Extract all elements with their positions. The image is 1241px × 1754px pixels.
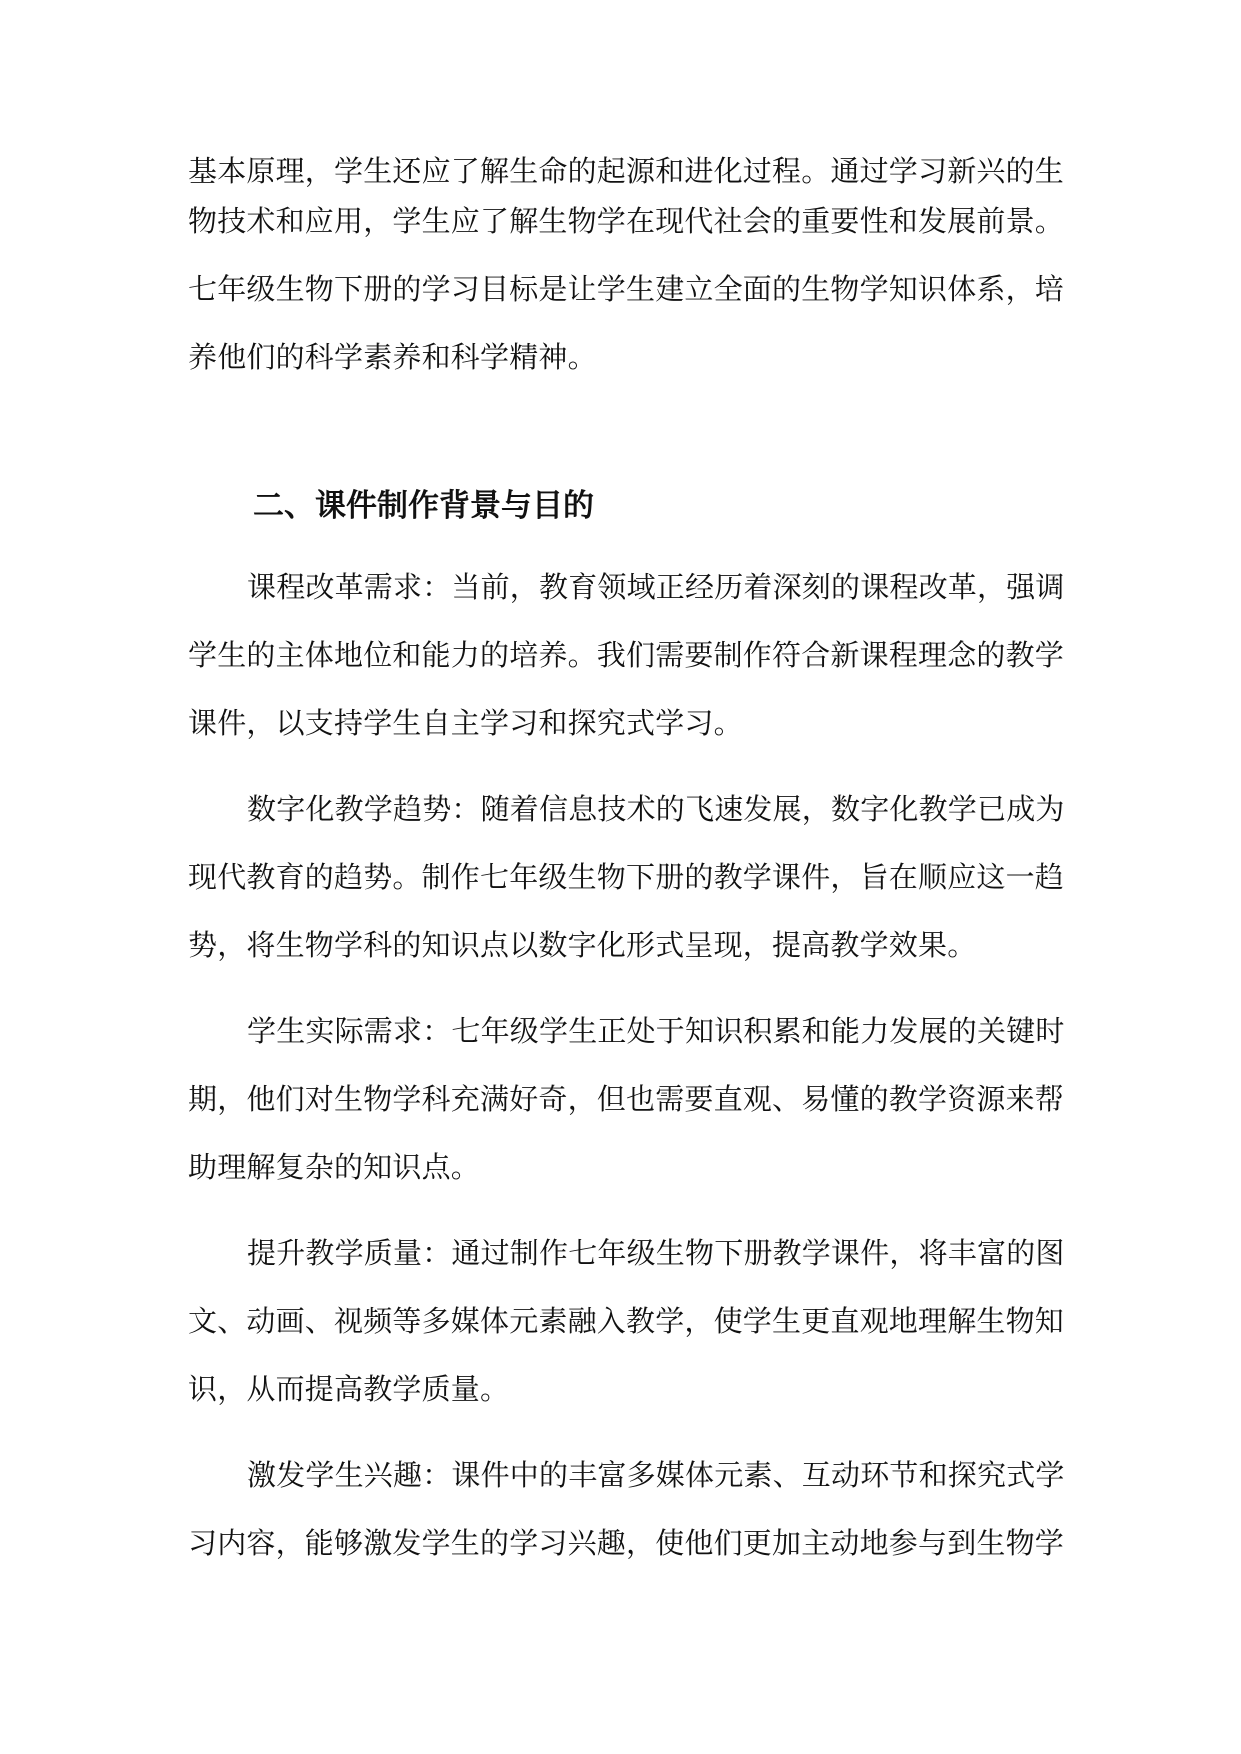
paragraph-4-line-2: 文、动画、视频等多媒体元素融入教学，使学生更直观地理解生物知: [188, 1304, 1065, 1338]
paragraph-2-line-2: 现代教育的趋势。制作七年级生物下册的教学课件，旨在顺应这一趋: [188, 860, 1065, 894]
paragraph-3-line-3: 助理解复杂的知识点。: [188, 1150, 481, 1184]
paragraph-5-line-2: 习内容，能够激发学生的学习兴趣，使他们更加主动地参与到生物学: [188, 1526, 1065, 1560]
section-heading: 二、课件制作背景与目的: [253, 488, 594, 524]
intro-line-2: 物技术和应用，学生应了解生物学在现代社会的重要性和发展前景。: [188, 204, 1065, 238]
intro-line-3: 七年级生物下册的学习目标是让学生建立全面的生物学知识体系，培: [188, 272, 1065, 306]
paragraph-1-line-2: 学生的主体地位和能力的培养。我们需要制作符合新课程理念的教学: [188, 638, 1065, 672]
paragraph-4-line-1: 提升教学质量：通过制作七年级生物下册教学课件，将丰富的图: [247, 1236, 1065, 1270]
paragraph-4-line-3: 识，从而提高教学质量。: [188, 1372, 510, 1406]
paragraph-2-line-3: 势，将生物学科的知识点以数字化形式呈现，提高教学效果。: [188, 928, 977, 962]
intro-line-4: 养他们的科学素养和科学精神。: [188, 340, 597, 374]
paragraph-1-line-1: 课程改革需求：当前，教育领域正经历着深刻的课程改革，强调: [247, 570, 1065, 604]
paragraph-1-line-3: 课件，以支持学生自主学习和探究式学习。: [188, 706, 743, 740]
paragraph-2-line-1: 数字化教学趋势：随着信息技术的飞速发展，数字化教学已成为: [247, 792, 1065, 826]
paragraph-3-line-1: 学生实际需求：七年级学生正处于知识积累和能力发展的关键时: [247, 1014, 1065, 1048]
paragraph-5-line-1: 激发学生兴趣：课件中的丰富多媒体元素、互动环节和探究式学: [247, 1458, 1065, 1492]
intro-line-1: 基本原理，学生还应了解生命的起源和进化过程。通过学习新兴的生: [188, 154, 1065, 188]
paragraph-3-line-2: 期，他们对生物学科充满好奇，但也需要直观、易懂的教学资源来帮: [188, 1082, 1065, 1116]
